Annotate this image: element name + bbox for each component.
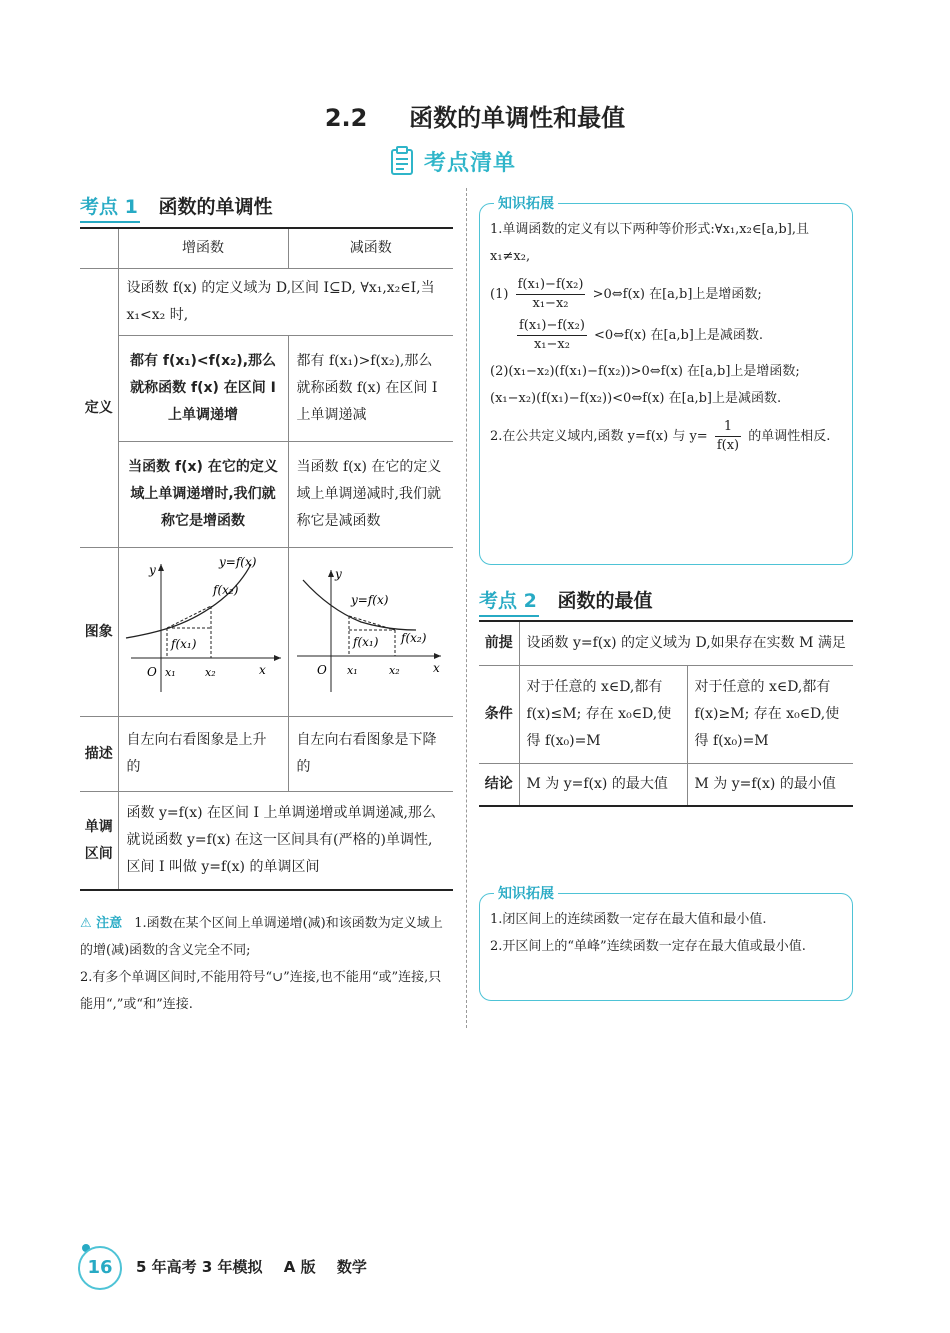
- axis-y-label: y: [334, 567, 342, 581]
- k1-p2: 2.在公共定义域内,函数 y=f(x) 与 y= $\frac{1}{f(x)}$ 的单调性相反.: [490, 419, 831, 453]
- curve-label: y=f(x): [218, 555, 256, 569]
- x1-label: x₁: [164, 666, 176, 679]
- axis-y-label: y: [148, 563, 156, 577]
- origin-label: O: [316, 663, 327, 677]
- graph-increasing-cell: [118, 548, 288, 717]
- k1-p1b: $\frac{\text{f(x₁)−f(x₂)}}{\text{x₁−x₂}}$ <0⇔f(x) 在[a,b]上是减函数.: [519, 318, 763, 352]
- k2-p2: 2.开区间上的“单峰”连续函数一定存在最大值或最小值.: [490, 939, 806, 954]
- table-row: [80, 336, 453, 442]
- row-describe-label: 描述: [80, 717, 118, 792]
- kaodian2-title: 函数的最值: [557, 590, 653, 612]
- concl-min: M 为 y=f(x) 的最小值: [687, 764, 853, 807]
- desc-dec: 自左向右看图象是下降的: [288, 717, 453, 792]
- kaodian1-title: 函数的单调性: [158, 196, 273, 218]
- knowledge-tag: 知识拓展: [494, 193, 558, 213]
- kaodian1-label: 考点 1: [80, 196, 138, 218]
- note-block: [80, 910, 454, 1018]
- def-common: 设函数 f(x) 的定义域为 D,区间 I⊆D, ∀x₁,x₂∈I,当 x₁<x₂ 时,: [118, 269, 453, 336]
- def-inc-1: 都有 f(x₁)<f(x₂),那么就称函数 f(x) 在区间 I 上单调递增: [118, 336, 288, 442]
- row-graph-label: 图象: [80, 548, 118, 717]
- footer-text: [136, 1256, 383, 1277]
- k1-p1: 1.单调函数的定义有以下两种等价形式:∀x₁,x₂∈[a,b],且 x₁≠x₂,: [490, 222, 809, 264]
- column-divider: [466, 188, 467, 1028]
- k1-p1c: (2)(x₁−x₂)(f(x₁)−f(x₂))>0⇔f(x) 在[a,b]上是增函数;(x₁−x₂)(f(x₁)−f(x₂))<0⇔f(x) 在[a,b]上是减函数.: [490, 364, 800, 406]
- interval-text: 函数 y=f(x) 在区间 I 上单调递增或单调递减,那么就说函数 y=f(x) 在这一区间具有(严格的)单调性,区间 I 叫做 y=f(x) 的单调区间: [118, 792, 453, 891]
- concl-max: M 为 y=f(x) 的最大值: [519, 764, 687, 807]
- curve-label: y=f(x): [350, 593, 388, 607]
- kaodian2-heading: [479, 586, 652, 613]
- clipboard-icon: [390, 146, 416, 176]
- kaodian1-heading: [80, 192, 272, 219]
- origin-label: O: [146, 665, 157, 679]
- def-dec-2: 当函数 f(x) 在它的定义域上单调递减时,我们就称它是减函数: [288, 442, 453, 548]
- axis-x-label: x: [258, 663, 266, 677]
- knowledge-box-2: [479, 886, 853, 1001]
- premise-text: 设函数 y=f(x) 的定义域为 D,如果存在实数 M 满足: [519, 621, 853, 666]
- def-inc-2: 当函数 f(x) 在它的定义域上单调递增时,我们就称它是增函数: [118, 442, 288, 548]
- row-definition-label: 定义: [80, 269, 118, 548]
- k2-p1: 1.闭区间上的连续函数一定存在最大值和最小值.: [490, 912, 767, 927]
- table-row: [80, 792, 453, 891]
- row-conclusion-label: 结论: [479, 764, 519, 807]
- footer-edition: A 版: [283, 1258, 316, 1276]
- table-row: [80, 269, 453, 336]
- kaodian2-label: 考点 2: [479, 590, 537, 612]
- fx2-label: f(x₂): [212, 583, 238, 597]
- col-increasing: 增函数: [118, 228, 288, 269]
- x2-label: x₂: [204, 666, 216, 679]
- fx2-label: f(x₂): [400, 631, 426, 645]
- x2-label: x₂: [388, 664, 400, 677]
- row-premise-label: 前提: [479, 621, 519, 666]
- table-row: [80, 228, 453, 269]
- table-row: [80, 548, 453, 717]
- section-title: 函数的单调性和最值: [409, 104, 626, 132]
- page-number: 16: [78, 1246, 122, 1290]
- cond-max: 对于任意的 x∈D,都有 f(x)≤M; 存在 x₀∈D,使得 f(x₀)=M: [519, 666, 687, 764]
- page-title: [0, 98, 950, 133]
- knowledge-tag: 知识拓展: [494, 883, 558, 903]
- col-decreasing: 减函数: [288, 228, 453, 269]
- graph-decreasing: [291, 552, 451, 702]
- section-number: 2.2: [324, 104, 368, 132]
- knowledge-box-1: [479, 196, 853, 565]
- row-interval-label: 单调 区间: [80, 792, 118, 891]
- x1-label: x₁: [346, 664, 358, 677]
- table-row: [479, 764, 853, 807]
- cond-min: 对于任意的 x∈D,都有 f(x)≥M; 存在 x₀∈D,使得 f(x₀)=M: [687, 666, 853, 764]
- axis-x-label: x: [432, 661, 440, 675]
- desc-inc: 自左向右看图象是上升的: [118, 717, 288, 792]
- row-condition-label: 条件: [479, 666, 519, 764]
- note-line-1: 1.函数在某个区间上单调递增(减)和该函数为定义域上的增(减)函数的含义完全不同;: [80, 916, 443, 958]
- footer-book: 5 年高考 3 年模拟: [136, 1258, 263, 1276]
- table-row: [80, 717, 453, 792]
- k1-p1a: (1) $\frac{\text{f(x₁)−f(x₂)}}{\text{x₁−x₂}}$ >0⇔f(x) 在[a,b]上是增函数;: [490, 277, 762, 311]
- fx1-label: f(x₁): [170, 637, 196, 651]
- badge-text: 考点清单: [424, 151, 517, 176]
- graph-decreasing-cell: [288, 548, 453, 717]
- footer-subject: 数学: [336, 1258, 367, 1276]
- table-row: [479, 666, 853, 764]
- warning-icon-label: ⚠ 注意: [80, 916, 123, 931]
- fx1-label: f(x₁): [352, 635, 378, 649]
- table-row: [479, 621, 853, 666]
- def-dec-1: 都有 f(x₁)>f(x₂),那么就称函数 f(x) 在区间 I 上单调递减: [288, 336, 453, 442]
- table-row: [80, 442, 453, 548]
- monotonicity-table: [80, 227, 453, 891]
- graph-increasing: [121, 552, 285, 702]
- extremum-table: [479, 620, 853, 807]
- note-line-2: 2.有多个单调区间时,不能用符号“∪”连接,也不能用“或”连接,只能用“,”或“和”连接.: [80, 970, 442, 1012]
